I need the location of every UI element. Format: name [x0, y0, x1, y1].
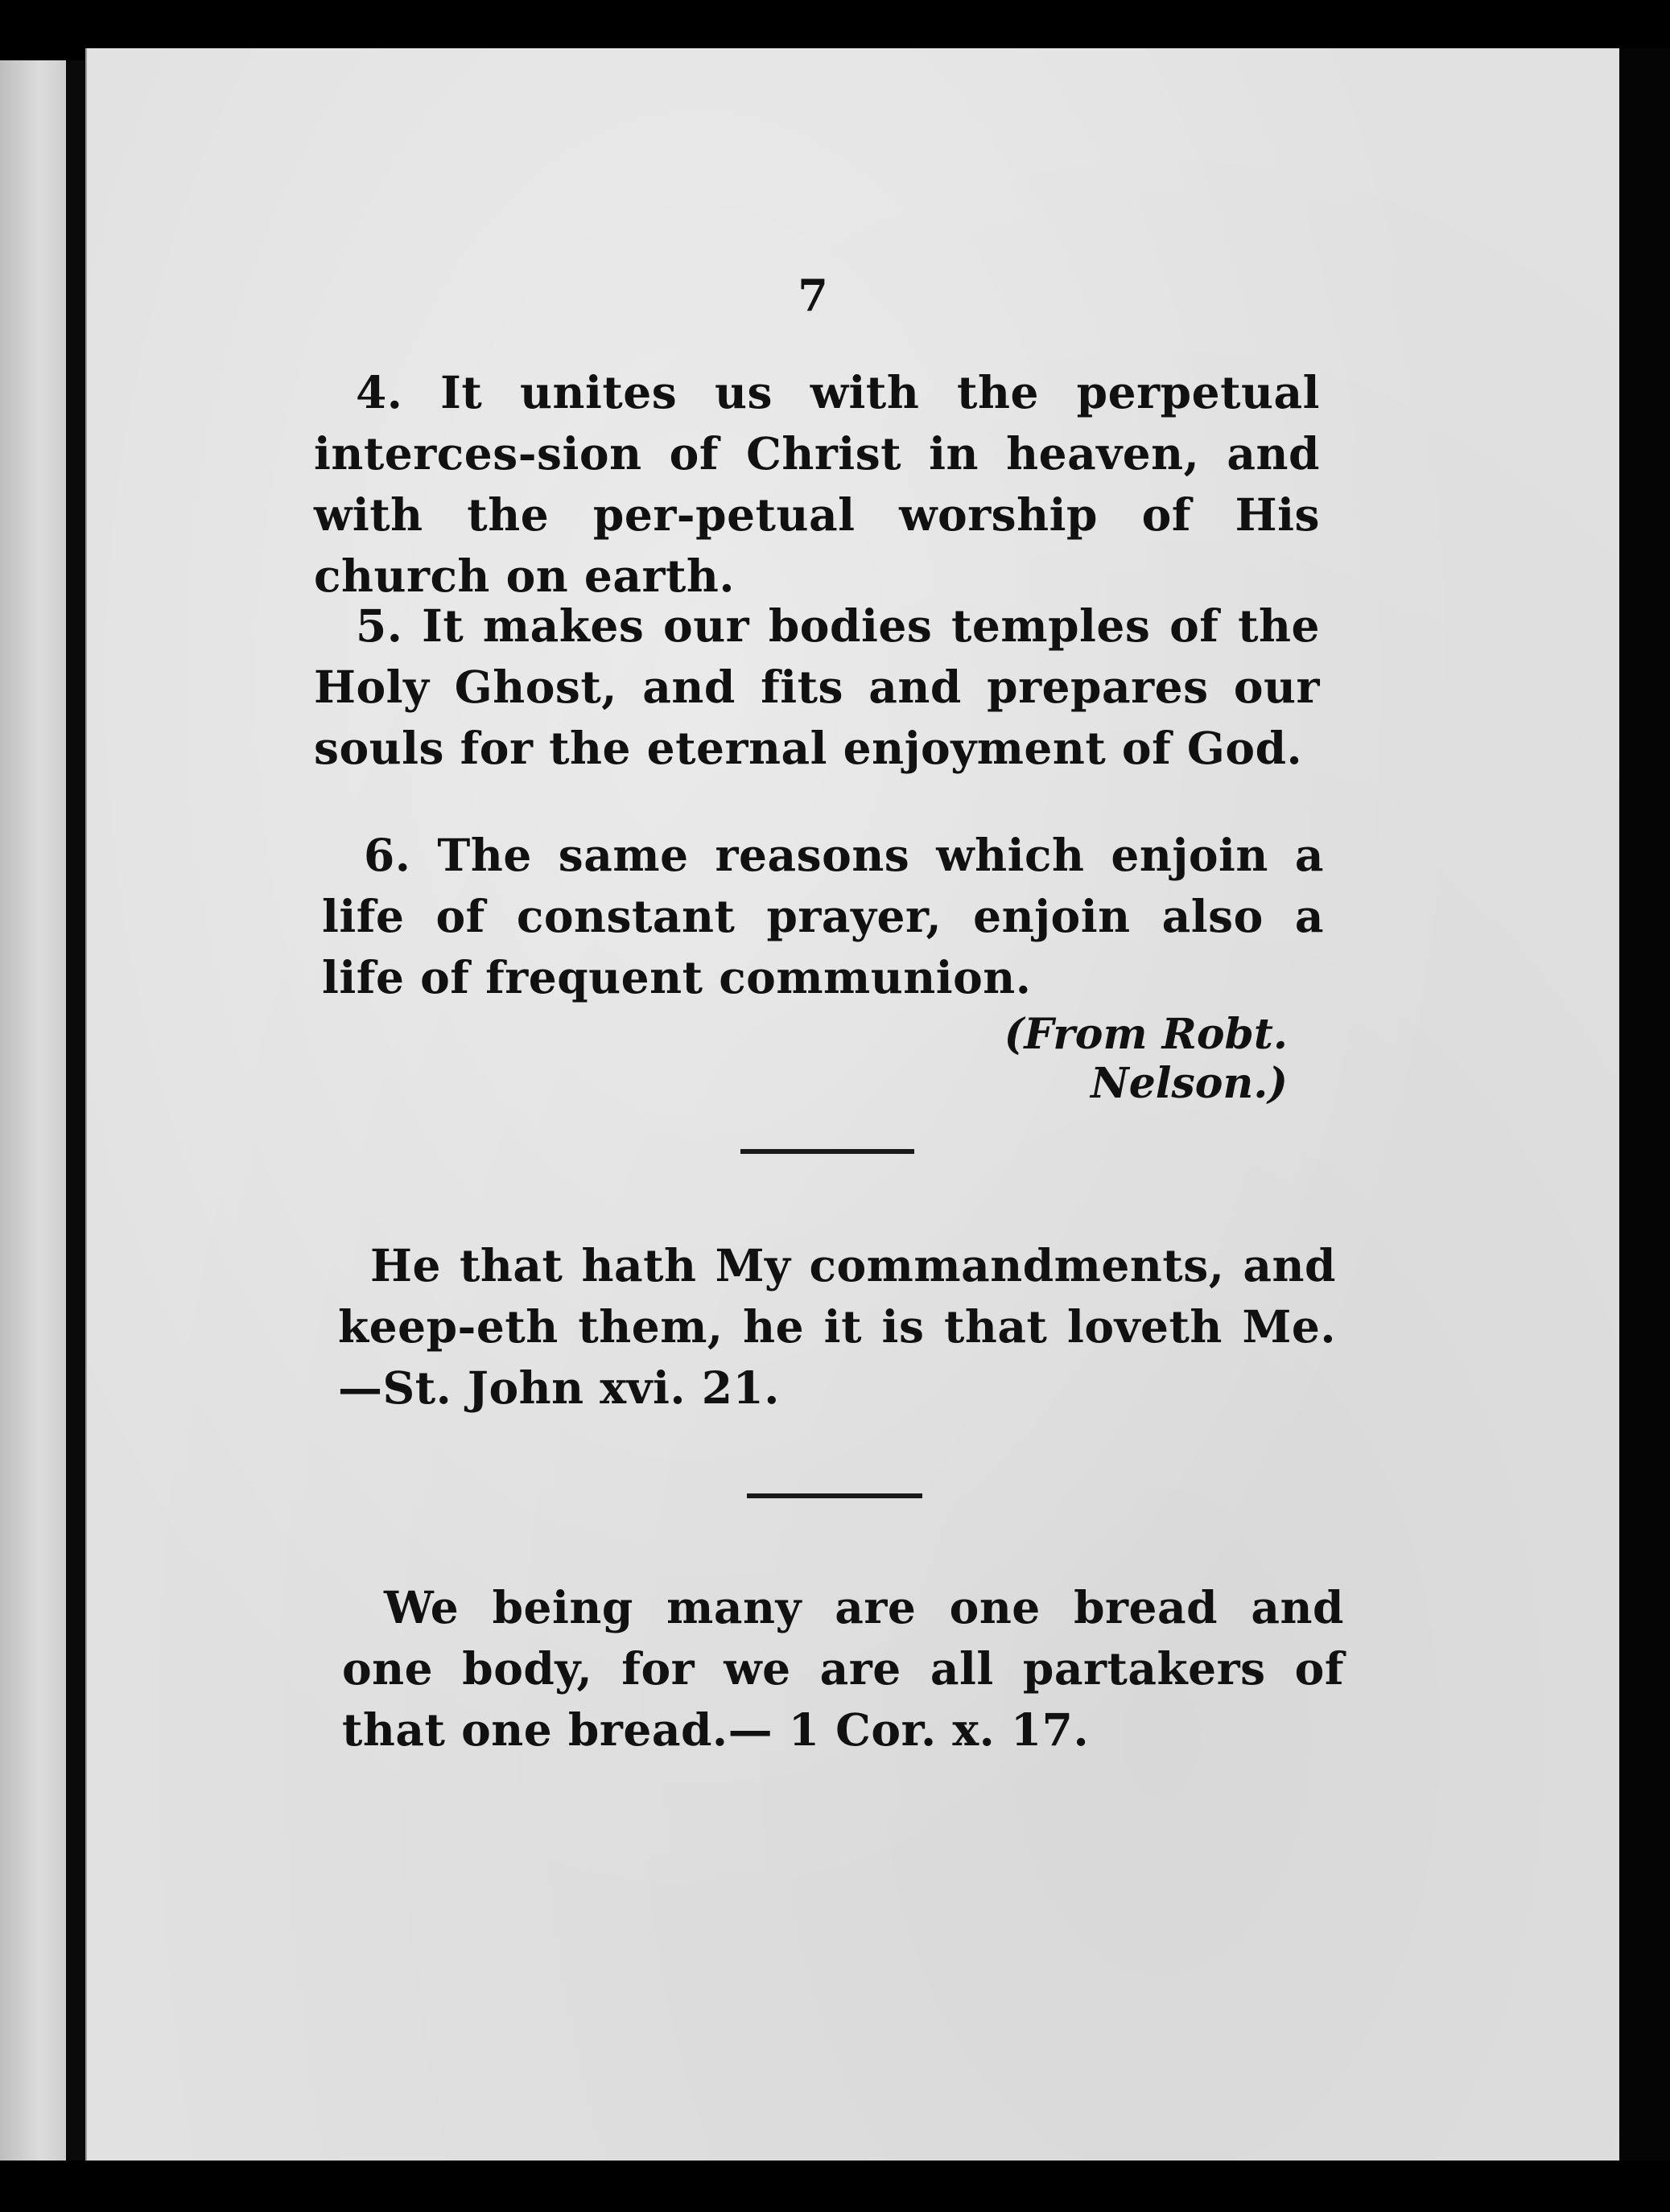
- section-divider: [740, 1149, 914, 1154]
- bottom-edge: [0, 2161, 1670, 2212]
- left-page-edge: [0, 60, 66, 2161]
- attribution: (From Robt. Nelson.): [1004, 1010, 1288, 1108]
- paragraph-6: 6. The same reasons which enjoin a life of constant prayer, enjoin also a life of frequent communion.: [322, 829, 1324, 1003]
- quote-corinthians: We being many are one bread and one body, for we are all partakers of that one bread.— 1 Cor. x. 17.: [342, 1581, 1344, 1756]
- book-gutter: [66, 60, 85, 2161]
- section-divider: [747, 1493, 922, 1498]
- quote-st-john: He that hath My commandments, and keep-eth them, he it is that loveth Me.—St. John xvi. 21.: [338, 1239, 1336, 1414]
- paragraph-4: 4. It unites us with the perpetual interces-sion of Christ in heaven, and with the per-petual worship of His church on earth.: [314, 366, 1320, 602]
- page-number: 7: [798, 270, 828, 321]
- right-page-edge: [1619, 48, 1670, 2161]
- paragraph-5: 5. It makes our bodies temples of the Holy Ghost, and fits and prepares our souls for the eternal enjoyment of God.: [314, 599, 1320, 774]
